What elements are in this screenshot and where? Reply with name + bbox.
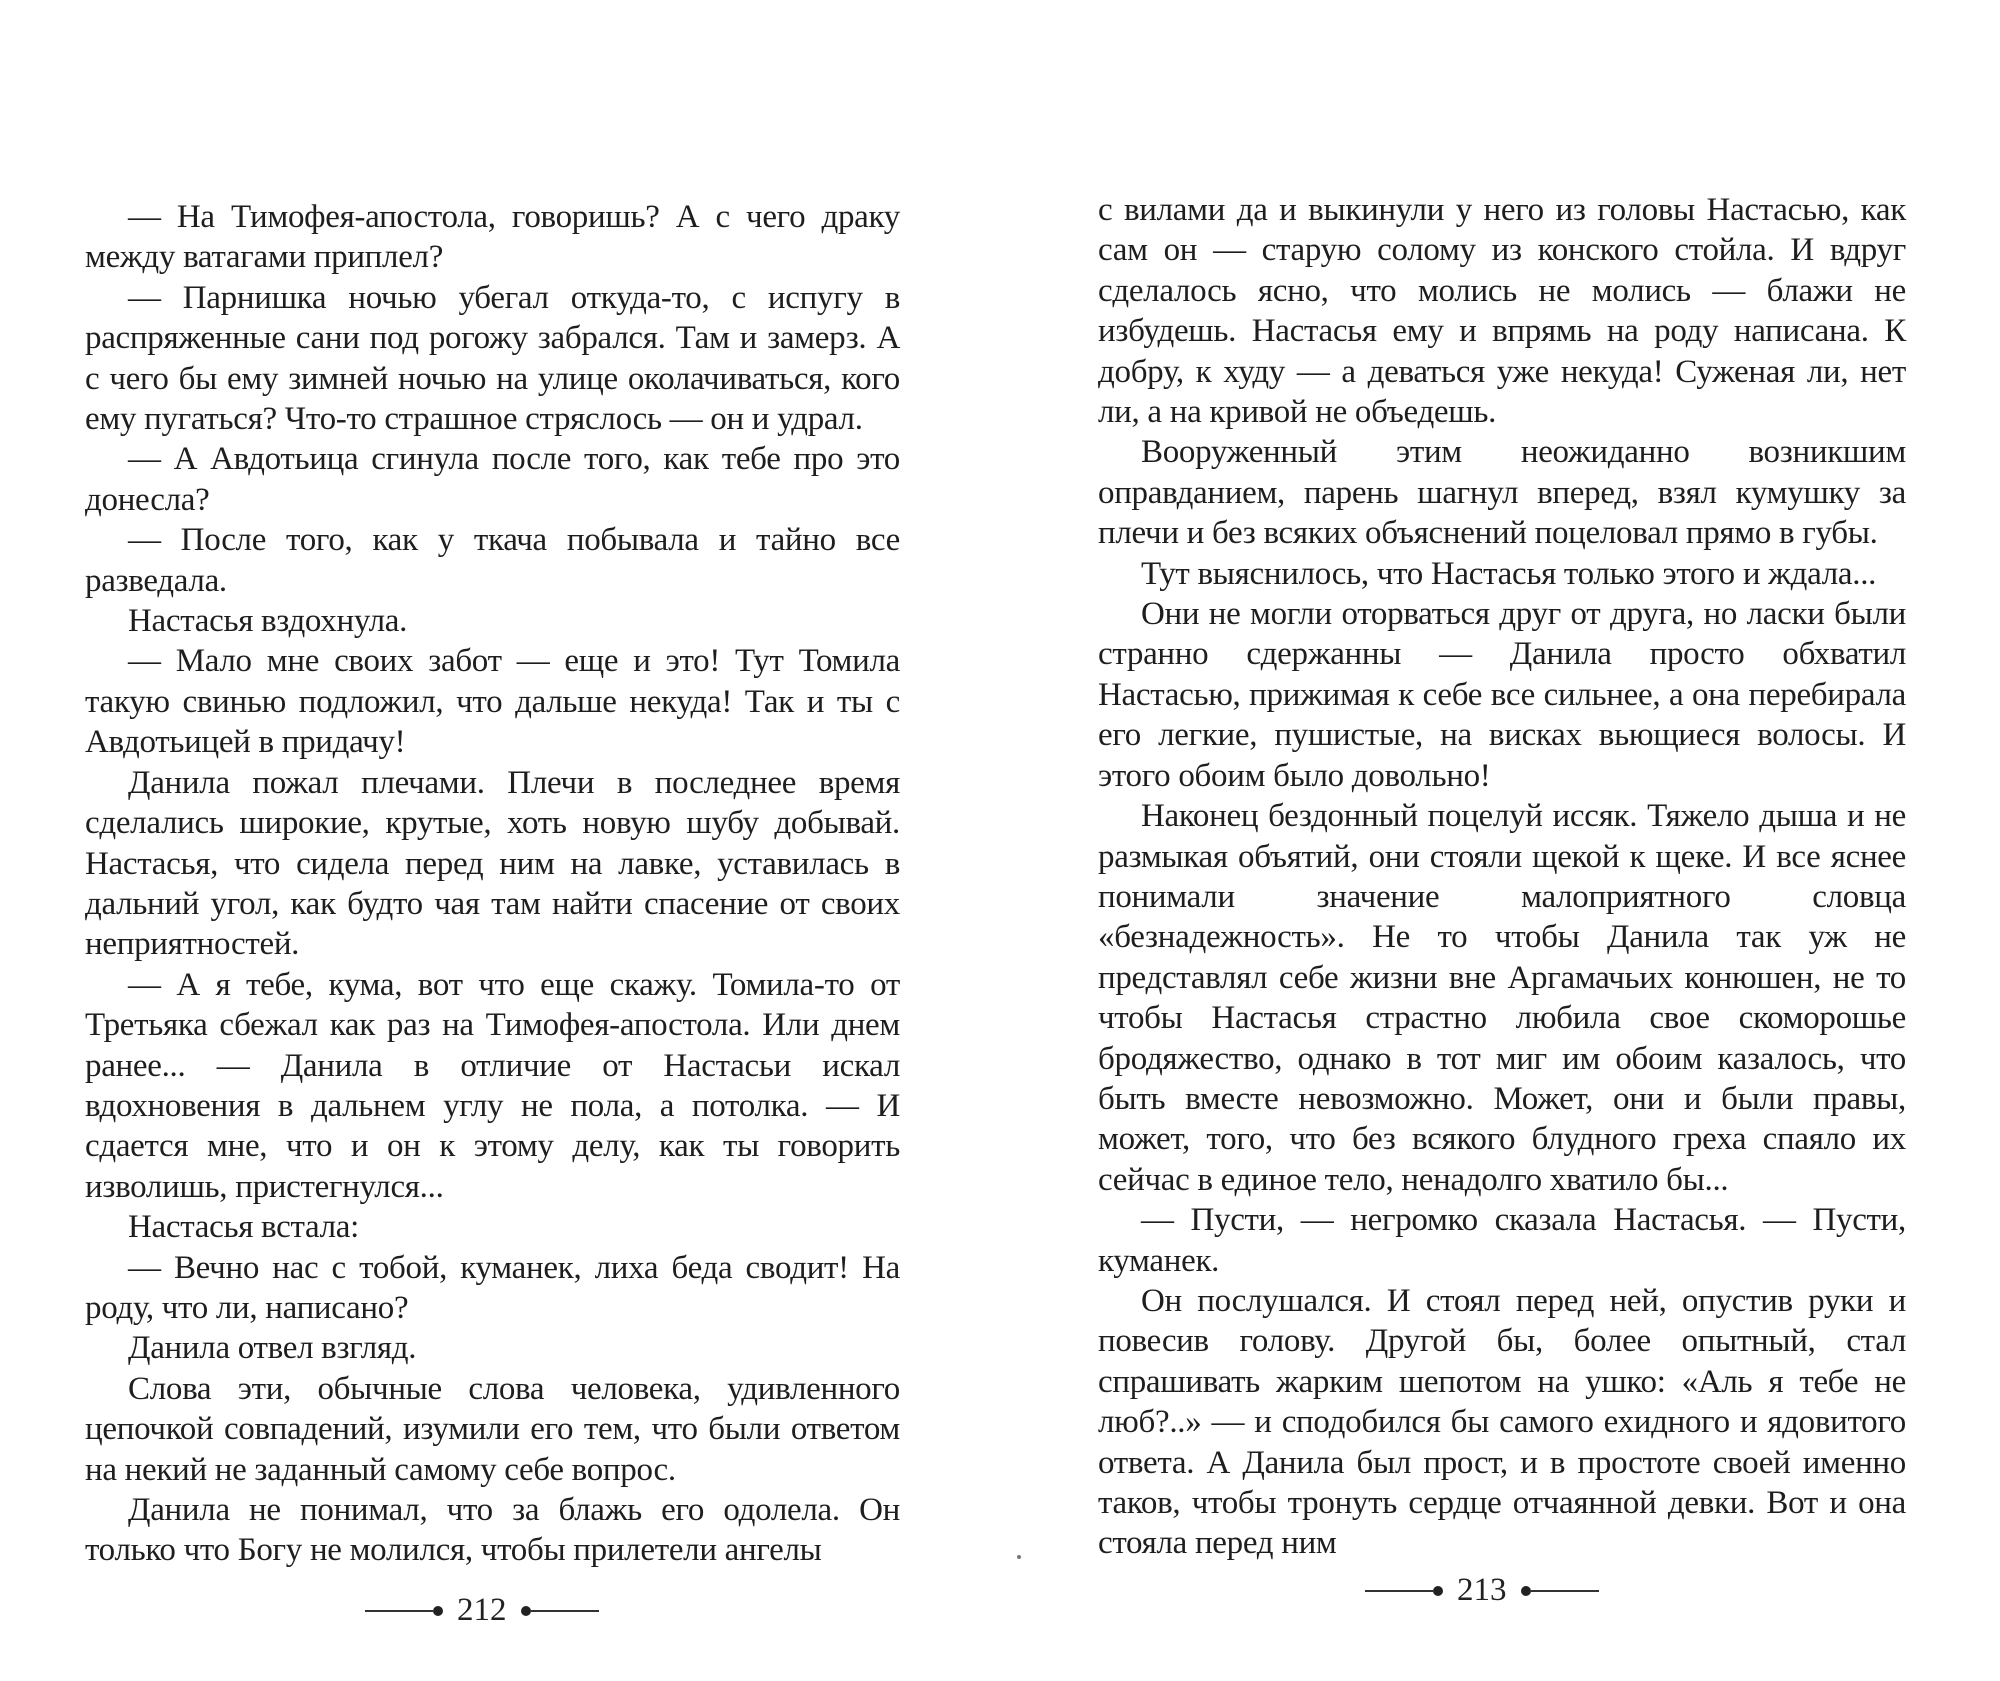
paragraph: — Парнишка ночью убегал откуда-то, с испугу в распряженные сани под рогожу забрался. Там и замерз. А с чего бы ему зимней ночью на улице околачиваться, кого ему пугаться? Что-то страшное стряслось — он и удрал. [85, 279, 900, 438]
left-page-text [85, 197, 900, 1571]
paragraph: Вооруженный этим неожиданно возникшим оправданием, парень шагнул вперед, взял кумушку за плечи и без всяких объяснений поцеловал прямо в губы. [1098, 434, 1906, 552]
paragraph: — А я тебе, кума, вот что еще скажу. Томила-то от Третьяка сбежал как раз на Тимофея-апостола. Или днем ранее... — Данила в отличие от Настасьи искал вдохновения в дальнем углу не пола, а потолка. — И сдается мне, что и он к этому делу, как ты говорить изволишь, пристегнулся... [85, 966, 900, 1205]
ornament-right-icon [521, 1605, 599, 1617]
paragraph: Он послушался. И стоял перед ней, опустив руки и повесив голову. Другой бы, более опытный, стал спрашивать жарким шепотом на ушко: «Аль я тебе не люб?..» — и сподобился бы самого ехидного и ядовитого ответа. А Данила был прост, и в простоте своей именно таков, чтобы тронуть сердце отчаянной девки. Вот и она стояла перед ним [1098, 1282, 1906, 1562]
ornament-right-icon [1521, 1585, 1599, 1597]
ornament-left-icon [365, 1605, 443, 1617]
page-number-footer [365, 1592, 599, 1629]
paragraph: — После того, как у ткача побывала и тайно все разведала. [85, 522, 900, 599]
right-page [1000, 0, 2000, 1681]
page-number: 213 [1457, 1572, 1507, 1608]
paragraph: — Мало мне своих забот — еще и это! Тут Томила такую свинью подложил, что дальше некуда! Так и ты с Авдотьицей в придачу! [85, 643, 900, 761]
paragraph: — А Авдотьица сгинула после того, как тебе про это донесла? [85, 441, 900, 518]
paragraph: Данила не понимал, что за блажь его одолела. Он только что Богу не молился, чтобы прилетели ангелы [85, 1492, 900, 1569]
paragraph: — На Тимофея-апостола, говоришь? А с чего драку между ватагами приплел? [85, 199, 900, 276]
paragraph: Настасья вздохнула. [128, 603, 408, 640]
paragraph: Слова эти, обычные слова человека, удивленного цепочкой совпадений, изумили его тем, что были ответом на некий не заданный самому себе вопрос. [85, 1370, 900, 1488]
page-number-footer [1365, 1572, 1599, 1609]
ornament-left-icon [1365, 1585, 1443, 1597]
paragraph: Тут выяснилось, что Настасья только этого и ждала... [1141, 555, 1877, 592]
paragraph: — Пусти, — негромко сказала Настасья. — Пусти, куманек. [1098, 1202, 1906, 1279]
paragraph: с вилами да и выкинули у него из головы Настасью, как сам он — старую солому из конского стойла. И вдруг сделалось ясно, что молись не молись — блажи не избудешь. Настасья ему и впрямь на роду написана. К добру, к худу — а деваться уже некуда! Суженая ли, нет ли, а на кривой не объедешь. [1098, 192, 1906, 431]
paragraph: — Вечно нас с тобой, куманек, лиха беда сводит! На роду, что ли, написано? [85, 1249, 900, 1326]
paragraph: Они не могли оторваться друг от друга, но ласки были странно сдержанны — Данила просто обхватил Настасью, прижимая к себе все сильнее, а она перебирала его легкие, пушистые, на висках вьющиеся волосы. И этого обоим было довольно! [1098, 596, 1906, 794]
page-number: 212 [457, 1592, 507, 1628]
paragraph: Наконец бездонный поцелуй иссяк. Тяжело дыша и не размыкая объятий, они стояли щекой к щеке. И все яснее понимали значение малоприятного словца «безнадежность». Не то чтобы Данила так уж не представлял себе жизни вне Аргамачьих конюшен, не то чтобы Настасья страстно любила свое скоморошье бродяжество, однако в тот миг им обоим казалось, что быть вместе невозможно. Может, они и были правы, может, того, что без всякого блудного греха спаяло их сейчас в единое тело, ненадолго хватило бы... [1098, 798, 1906, 1198]
right-page-text [1098, 190, 1906, 1564]
scan-speck [1017, 1555, 1021, 1559]
paragraph: Данила пожал плечами. Плечи в последнее время сделались широкие, крутые, хоть новую шубу добывай. Настасья, что сидела перед ним на лавке, уставилась в дальний угол, как будто чая там найти спасение от своих неприятностей. [85, 764, 900, 963]
paragraph: Данила отвел взгляд. [128, 1330, 417, 1367]
paragraph: Настасья встала: [128, 1209, 360, 1246]
